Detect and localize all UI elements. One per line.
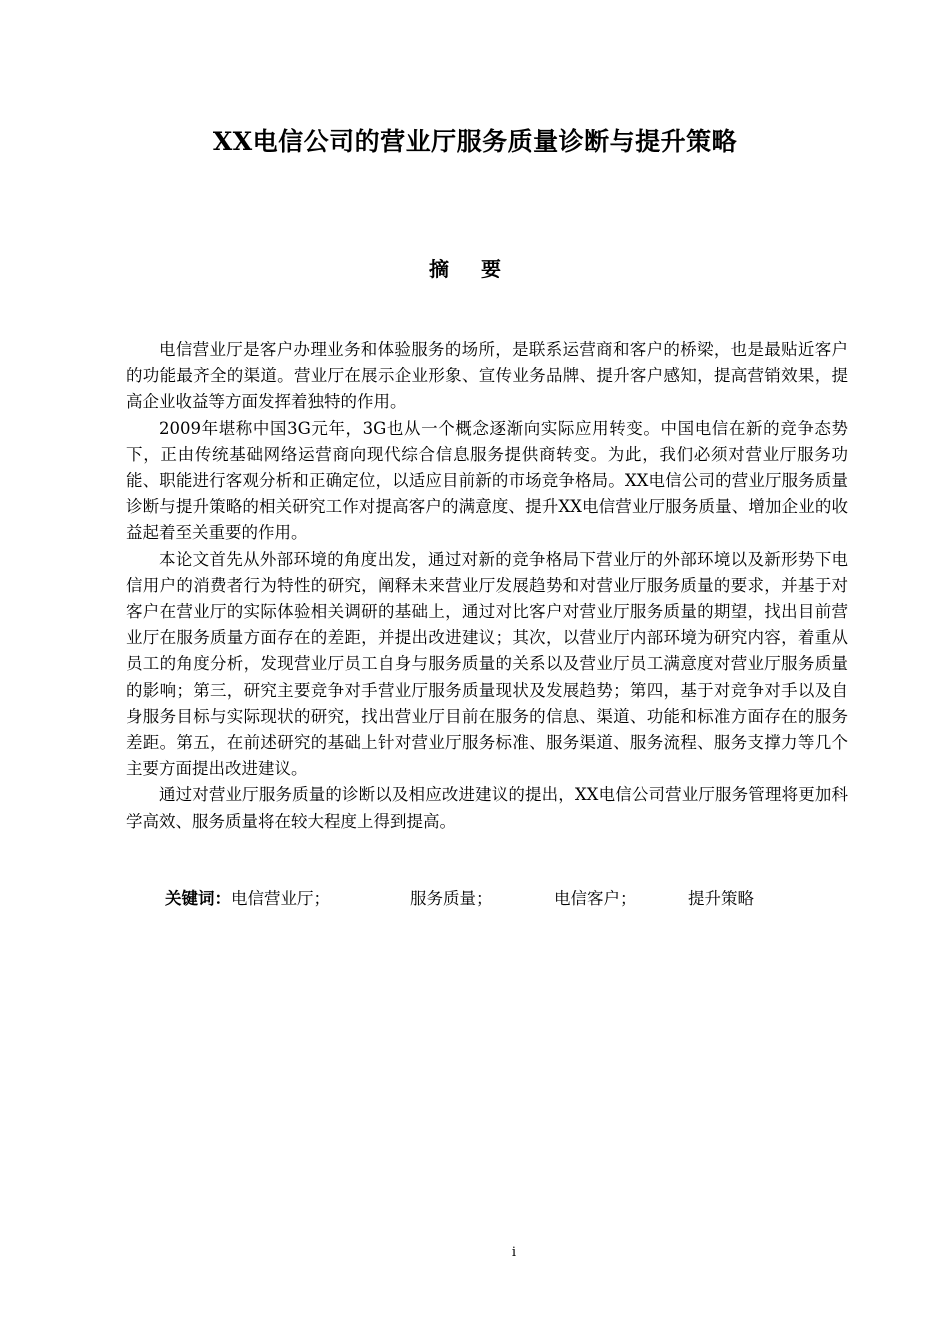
document-title: XX电信公司的营业厅服务质量诊断与提升策略 [212, 127, 738, 156]
page-number: i [511, 1245, 517, 1260]
abstract-paragraph-4: 通过对营业厅服务质量的诊断以及相应改进建议的提出，XX电信公司营业厅服务管理将更加科学高效、服务质量将在较大程度上得到提高。 [126, 785, 848, 831]
keyword-item: 电信营业厅； [231, 889, 330, 908]
abstract-paragraph-3: 本论文首先从外部环境的角度出发，通过对新的竞争格局下营业厅的外部环境以及新形势下电信用户的消费者行为特性的研究，阐释未来营业厅发展趋势和对营业厅服务质量的要求，并基于对客户在营业厅的实际体验相关调研的基础上，通过对比客户对营业厅服务质量的期望，找出目前营业厅在服务质量方面存在的差距，并提出改进建议；其次，以营业厅内部环境为研究内容，着重从员工的角度分析，发现营业厅员工自身与服务质量的关系以及营业厅员工满意度对营业厅服务质量的影响；第三，研究主要竞争对手营业厅服务质量现状及发展趋势；第四，基于对竞争对手以及自身服务目标与实际现状的研究，找出营业厅目前在服务的信息、渠道、功能和标准方面存在的服务差距。第五，在前述研究的基础上针对营业厅服务标准、服务渠道、服务流程、服务支撑力等几个主要方面提出改进建议。 [126, 549, 848, 779]
abstract-body [126, 337, 848, 835]
keywords-label: 关键词： [165, 889, 231, 908]
keywords-line [165, 887, 845, 911]
keyword-item: 电信客户； [554, 889, 637, 908]
keyword-item: 服务质量； [410, 889, 493, 908]
abstract-heading: 摘要 [429, 257, 533, 281]
abstract-paragraph-2: 2009年堪称中国3G元年，3G也从一个概念逐渐向实际应用转变。中国电信在新的竞争态势下，正由传统基础网络运营商向现代综合信息服务提供商转变。为此，我们必须对营业厅服务功能、职能进行客观分析和正确定位，以适应目前新的市场竞争格局。XX电信公司的营业厅服务质量诊断与提升策略的相关研究工作对提高客户的满意度、提升XX电信营业厅服务质量、增加企业的收益起着至关重要的作用。 [126, 418, 848, 543]
abstract-paragraph-1: 电信营业厅是客户办理业务和体验服务的场所，是联系运营商和客户的桥梁，也是最贴近客户的功能最齐全的渠道。营业厅在展示企业形象、宣传业务品牌、提升客户感知，提高营销效果，提高企业收益等方面发挥着独特的作用。 [126, 340, 848, 412]
keyword-item: 提升策略 [688, 889, 754, 908]
